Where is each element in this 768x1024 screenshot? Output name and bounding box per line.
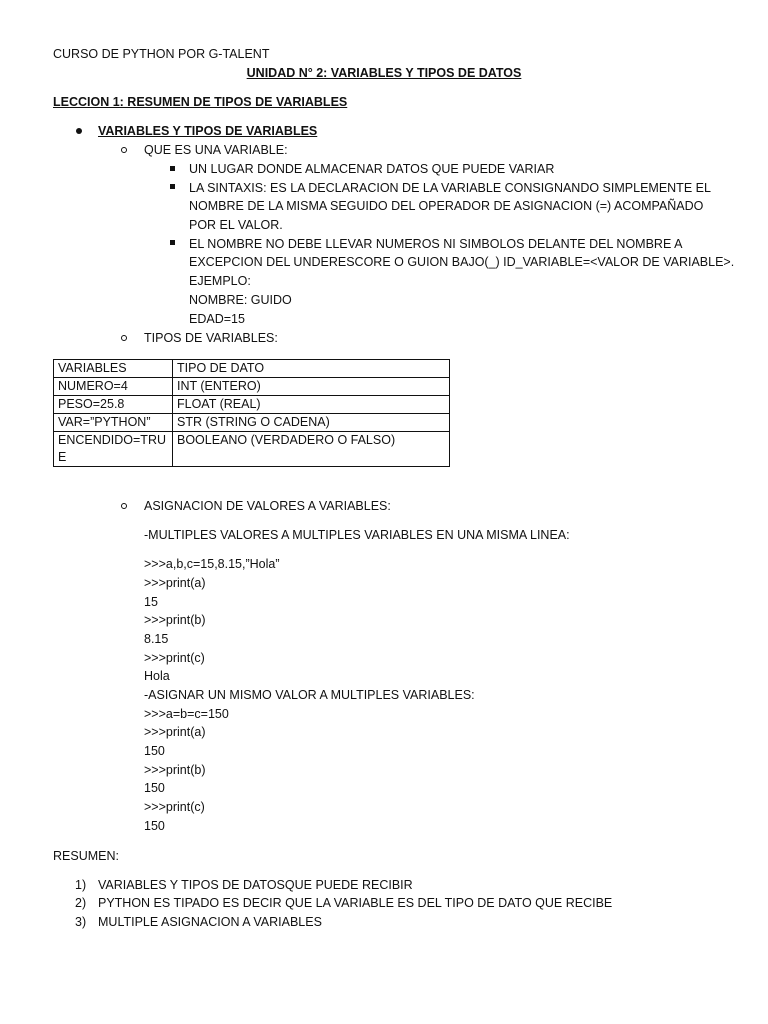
example-label: EJEMPLO:	[189, 274, 251, 288]
subsection-asignacion: ASIGNACION DE VALORES A VARIABLES:	[144, 499, 391, 513]
summary-item: VARIABLES Y TIPOS DE DATOSQUE PUEDE RECIBIR	[98, 878, 413, 892]
summary-number: 1)	[75, 878, 87, 892]
output-line: 150	[144, 744, 165, 758]
table-cell: STR (STRING O CADENA)	[173, 414, 450, 432]
code-line: >>>print(c)	[144, 800, 205, 814]
bullet-circle-icon	[121, 335, 127, 341]
subsection-tipos: TIPOS DE VARIABLES:	[144, 331, 278, 345]
bullet-dot-icon	[76, 128, 82, 134]
summary-number: 2)	[75, 896, 87, 910]
code-line: >>>print(b)	[144, 763, 206, 777]
item-text: LA SINTAXIS: ES LA DECLARACION DE LA VARIABLE CONSIGNANDO SIMPLEMENTE EL	[189, 181, 711, 195]
variables-table	[53, 359, 450, 467]
unit-title: UNIDAD N° 2: VARIABLES Y TIPOS DE DATOS	[246, 66, 522, 80]
item-text: UN LUGAR DONDE ALMACENAR DATOS QUE PUEDE VARIAR	[189, 162, 555, 176]
bullet-square-icon	[170, 184, 175, 189]
output-line: Hola	[144, 669, 170, 683]
code-line: >>>a=b=c=150	[144, 707, 229, 721]
code-line: >>>a,b,c=15,8.15,”Hola”	[144, 557, 280, 571]
code-line: >>>print(b)	[144, 613, 206, 627]
table-cell: BOOLEANO (VERDADERO O FALSO)	[173, 432, 450, 467]
output-line: 8.15	[144, 632, 169, 646]
table-cell: PESO=25.8	[54, 396, 173, 414]
output-line: 15	[144, 595, 158, 609]
output-line: 150	[144, 781, 165, 795]
code-line: >>>print(c)	[144, 651, 205, 665]
table-cell: VAR=”PYTHON”	[54, 414, 173, 432]
table-cell: ENCENDIDO=TRUE	[54, 432, 173, 467]
example-line: EDAD=15	[189, 312, 245, 326]
code-line: >>>print(a)	[144, 725, 206, 739]
item-text: EL NOMBRE NO DEBE LLEVAR NUMEROS NI SIMBOLOS DELANTE DEL NOMBRE A	[189, 237, 683, 251]
table-header-cell: TIPO DE DATO	[173, 360, 450, 378]
bullet-circle-icon	[121, 503, 127, 509]
table-cell: NUMERO=4	[54, 378, 173, 396]
multi-values-title: -MULTIPLES VALORES A MULTIPLES VARIABLES EN UNA MISMA LINEA:	[144, 528, 570, 542]
example-line: NOMBRE: GUIDO	[189, 293, 292, 307]
table-row	[54, 396, 450, 414]
table-header-cell: VARIABLES	[54, 360, 173, 378]
summary-item: PYTHON ES TIPADO ES DECIR QUE LA VARIABLE ES DEL TIPO DE DATO QUE RECIBE	[98, 896, 613, 910]
same-value-title: -ASIGNAR UN MISMO VALOR A MULTIPLES VARIABLES:	[144, 688, 475, 702]
bullet-circle-icon	[121, 147, 127, 153]
table-row	[54, 414, 450, 432]
item-text: EXCEPCION DEL UNDERESCORE O GUION BAJO(_) ID_VARIABLE=<VALOR DE VARIABLE>.	[189, 255, 735, 269]
subsection-que-es: QUE ES UNA VARIABLE:	[144, 143, 288, 157]
code-line: >>>print(a)	[144, 576, 206, 590]
item-text: NOMBRE DE LA MISMA SEGUIDO DEL OPERADOR DE ASIGNACION (=) ACOMPAÑADO	[189, 199, 704, 213]
item-text: POR EL VALOR.	[189, 218, 283, 232]
output-line: 150	[144, 819, 165, 833]
bullet-square-icon	[170, 240, 175, 245]
summary-number: 3)	[75, 915, 87, 929]
table-row	[54, 432, 450, 467]
table-cell: FLOAT (REAL)	[173, 396, 450, 414]
table-header-row	[54, 360, 450, 378]
table-row	[54, 378, 450, 396]
summary-item: MULTIPLE ASIGNACION A VARIABLES	[98, 915, 322, 929]
bullet-square-icon	[170, 166, 175, 171]
section-variables-title: VARIABLES Y TIPOS DE VARIABLES	[98, 124, 318, 138]
course-title: CURSO DE PYTHON POR G-TALENT	[53, 47, 270, 61]
summary-title: RESUMEN:	[53, 849, 119, 863]
lesson-title: LECCION 1: RESUMEN DE TIPOS DE VARIABLES	[53, 95, 348, 109]
table-cell: INT (ENTERO)	[173, 378, 450, 396]
